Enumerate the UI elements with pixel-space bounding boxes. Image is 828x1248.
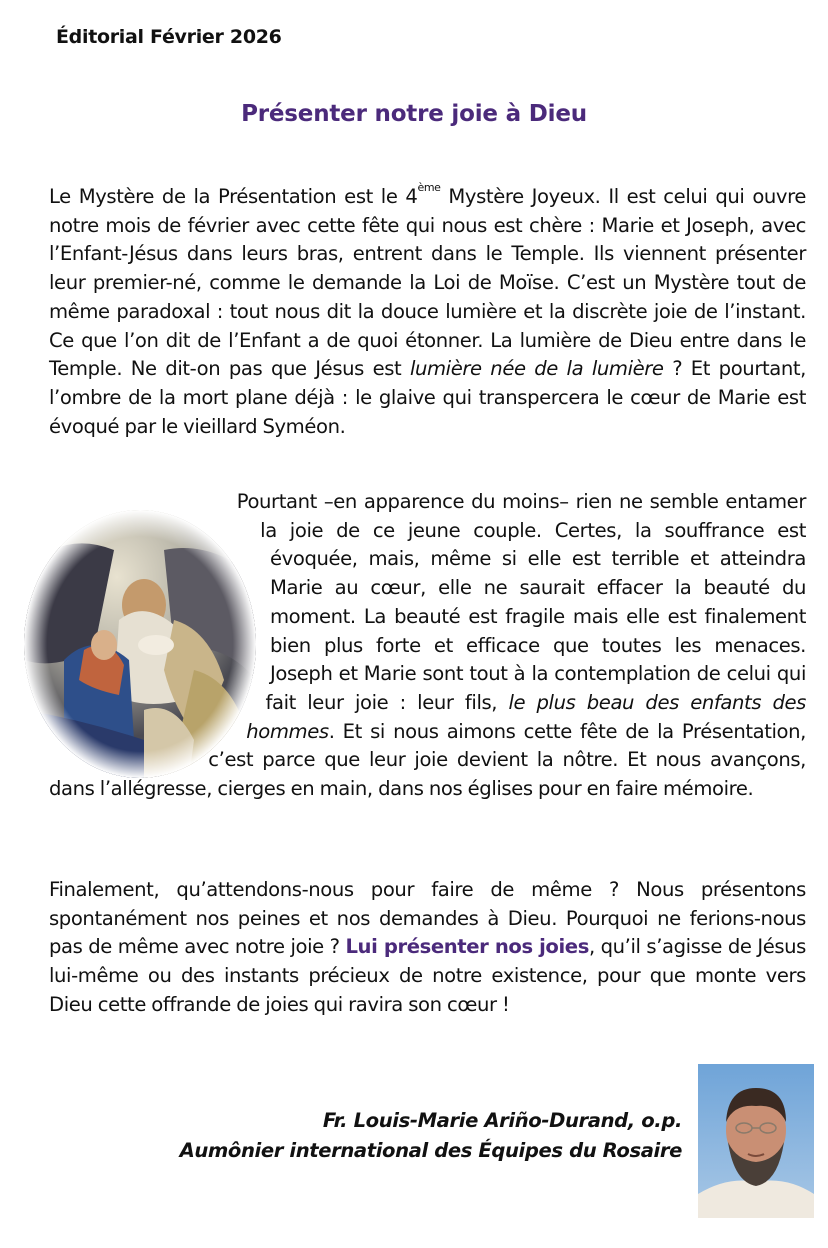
painting-image [24, 510, 256, 778]
editorial-header: Éditorial Février 2026 [56, 26, 282, 48]
paragraph-1 [49, 183, 806, 441]
signature-block [180, 1106, 682, 1166]
presentation-painting [24, 510, 256, 778]
p1-text-c: ? Et pourtant, l’ombre de la mort plane déjà : le glaive qui transpercera le cœur de Marie est évoqué par le vieillard Syméon. [49, 357, 806, 438]
paragraph-2 [49, 488, 806, 804]
paragraph-3 [49, 876, 806, 1020]
p2-text-b: . Et si nous aimons cette fête de la Présentation, c’est parce que leur joie devient la nôtre. Et nous avançons, dans l’allégresse, cierges en main, dans nos églises pour en faire mémoire. [49, 719, 806, 801]
p1-italic: lumière née de la lumière [409, 357, 664, 381]
p3-text-a: Finalement, qu’attendons-nous pour faire de même ? Nous présentons spontanément nos peines et nos demandes à Dieu. Pourquoi ne ferions-nous pas de même avec notre joie ? [49, 878, 806, 959]
portrait-image [698, 1064, 814, 1218]
p1-superscript: ème [417, 181, 441, 194]
p3-text-b: , qu’il s’agisse de Jésus lui-même ou des instants précieux de notre existence, pour que monte vers Dieu cette offrande de joies qui ravira son cœur ! [49, 935, 806, 1016]
p1-text-b: Mystère Joyeux. Il est celui qui ouvre notre mois de février avec cette fête qui nous est chère : Marie et Joseph, avec l’Enfant-Jésus dans leurs bras, entrent dans le Temple. Ils viennent présenter leur premier-né, comme le demande la Loi de Moïse. C’est un Mystère tout de même paradoxal : tout nous dit la douce lumière et la discrète joie de l’instant. Ce que l’on dit de l’Enfant a de quoi étonner. La lumière de Dieu entre dans le Temple. Ne dit-on pas que Jésus est [49, 185, 806, 381]
signature-role: Aumônier international des Équipes du Rosaire [179, 1139, 682, 1162]
author-portrait [698, 1064, 814, 1218]
page-title: Présenter notre joie à Dieu [241, 101, 587, 127]
p2-text-a: Pourtant –en apparence du moins– rien ne semble entamer la joie de ce jeune couple. Certes, la souffrance est évoquée, mais, même si elle est terrible et atteindra Marie au cœur, elle ne saurait effacer la beauté du moment. La beauté est fragile mais elle est finalement bien plus forte et efficace que toutes les menaces. Joseph et Marie sont tout à la contemplation de celui qui fait leur joie : leur fils, [236, 490, 806, 714]
signature-name: Fr. Louis-Marie Ariño-Durand, o.p. [322, 1109, 682, 1132]
p2-italic: le plus beau des enfants des hommes [246, 690, 806, 743]
p1-text-a: Le Mystère de la Présentation est le 4 [49, 185, 418, 208]
p3-highlight: Lui présenter nos joies [345, 935, 589, 959]
